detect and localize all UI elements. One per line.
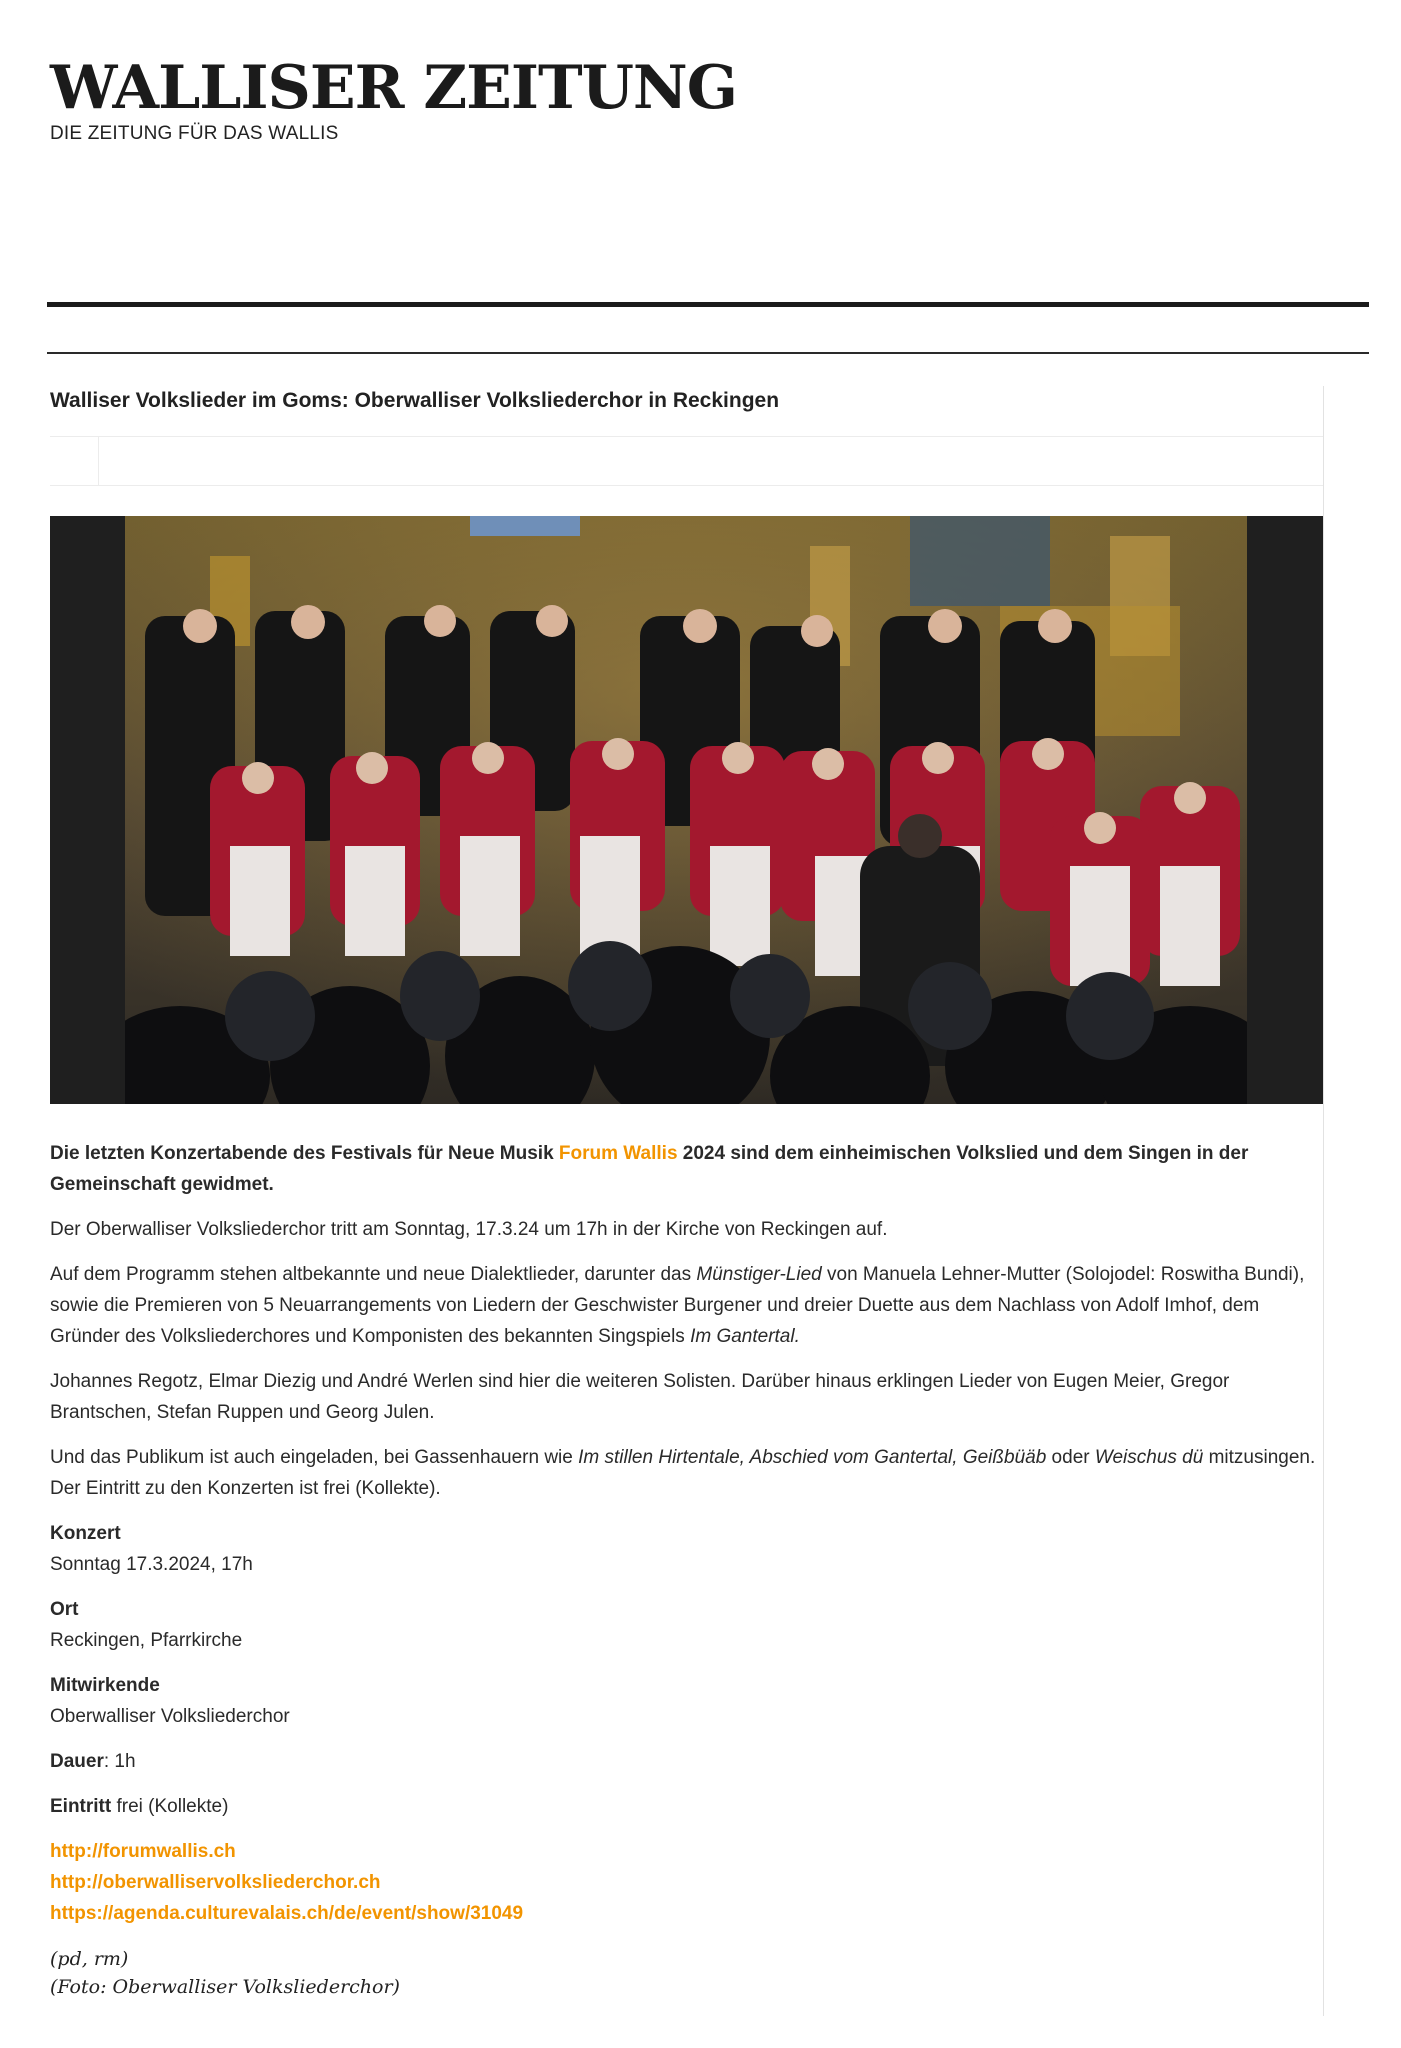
paragraph-4-text-c: oder: [1046, 1447, 1095, 1468]
konzert-value: Sonntag 17.3.2024, 17h: [50, 1554, 253, 1575]
info-eintritt: [50, 1791, 1323, 1822]
mitwirkende-value: Oberwalliser Volksliederchor: [50, 1706, 290, 1727]
song-titles-list: Im stillen Hirtentale, Abschied vom Gantertal, Geißbüäb: [578, 1447, 1047, 1468]
choir-photo-illustration: [50, 516, 1323, 1104]
paragraph-1: Der Oberwalliser Volksliederchor tritt am Sonntag, 17.3.24 um 17h in der Kirche von Reckingen auf.: [50, 1219, 888, 1240]
share-bar: [50, 436, 1323, 486]
article: [50, 386, 1324, 2016]
lead-text-start: Die letzten Konzertabende des Festivals für Neue Musik: [50, 1143, 559, 1164]
credit-authors: (pd, rm): [50, 1948, 129, 1970]
header-divider-thick: [47, 302, 1369, 307]
mitwirkende-label: Mitwirkende: [50, 1675, 160, 1696]
article-photo: [50, 516, 1323, 1104]
lead-text-end: 2024 sind dem einheimischen Volkslied und dem Singen in der Gemeinschaft gewidmet.: [50, 1143, 1249, 1195]
link-culturevalais-agenda[interactable]: https://agenda.culturevalais.ch/de/event/show/31049: [50, 1903, 524, 1924]
link-oberwalliservolksliederchor[interactable]: http://oberwalliservolksliederchor.ch: [50, 1872, 381, 1893]
forum-wallis-link[interactable]: Forum Wallis: [558, 1143, 678, 1164]
related-links: [50, 1836, 1323, 1929]
article-title: Walliser Volkslieder im Goms: Oberwalliser Volksliederchor in Reckingen: [50, 389, 780, 412]
paragraph-2-text-a: Auf dem Programm stehen altbekannte und neue Dialektlieder, darunter das: [50, 1264, 697, 1285]
paragraph-4: [50, 1442, 1323, 1504]
eintritt-value: frei (Kollekte): [111, 1796, 229, 1817]
site-title[interactable]: WALLISER ZEITUNG: [50, 53, 738, 123]
song-title-muenstiger-lied: Münstiger-Lied: [696, 1264, 822, 1285]
ort-label: Ort: [50, 1599, 79, 1620]
paragraph-2: [50, 1259, 1323, 1352]
dauer-value: : 1h: [103, 1751, 136, 1772]
info-dauer: [50, 1746, 1323, 1777]
song-title-weischus-du: Weischus dü: [1094, 1447, 1204, 1468]
credit-photo: (Foto: Oberwalliser Volksliederchor): [50, 1976, 400, 1998]
header-divider-thin: [47, 352, 1369, 354]
info-ort: [50, 1594, 1323, 1656]
paragraph-3: Johannes Regotz, Elmar Diezig und André Werlen sind hier die weiteren Solisten. Darüber hinaus erklingen Lieder von Eugen Meier, Gregor Brantschen, Stefan Ruppen und Georg Julen.: [50, 1371, 1230, 1423]
paragraph-4-text-e: mitzusingen. Der Eintritt zu den Konzerten ist frei (Kollekte).: [50, 1447, 1316, 1499]
share-button[interactable]: [50, 437, 99, 485]
info-konzert: [50, 1518, 1323, 1580]
ort-value: Reckingen, Pfarrkirche: [50, 1630, 243, 1651]
dauer-label: Dauer: [50, 1751, 104, 1772]
konzert-label: Konzert: [50, 1523, 121, 1544]
eintritt-label: Eintritt: [50, 1796, 112, 1817]
info-mitwirkende: [50, 1670, 1323, 1732]
link-forumwallis[interactable]: http://forumwallis.ch: [50, 1841, 236, 1862]
masthead: [50, 53, 738, 145]
site-tagline: DIE ZEITUNG FÜR DAS WALLIS: [50, 123, 339, 144]
article-body: [50, 1138, 1323, 2001]
paragraph-4-text-a: Und das Publikum ist auch eingeladen, bei Gassenhauern wie: [50, 1447, 579, 1468]
article-lead: [50, 1138, 1323, 1200]
paragraph-2-text-c: von Manuela Lehner-Mutter (Solojodel: Roswitha Bundi), sowie die Premieren von 5 Neuarrangements von Liedern der Geschwister Burgener und dreier Duette aus dem Nachlass von Adolf Imhof, dem Gründer des Volksliederchores und Komponisten des bekannten Singspiels: [50, 1264, 1305, 1347]
singspiel-title: Im Gantertal.: [690, 1326, 800, 1347]
article-credits: [50, 1945, 1323, 2001]
